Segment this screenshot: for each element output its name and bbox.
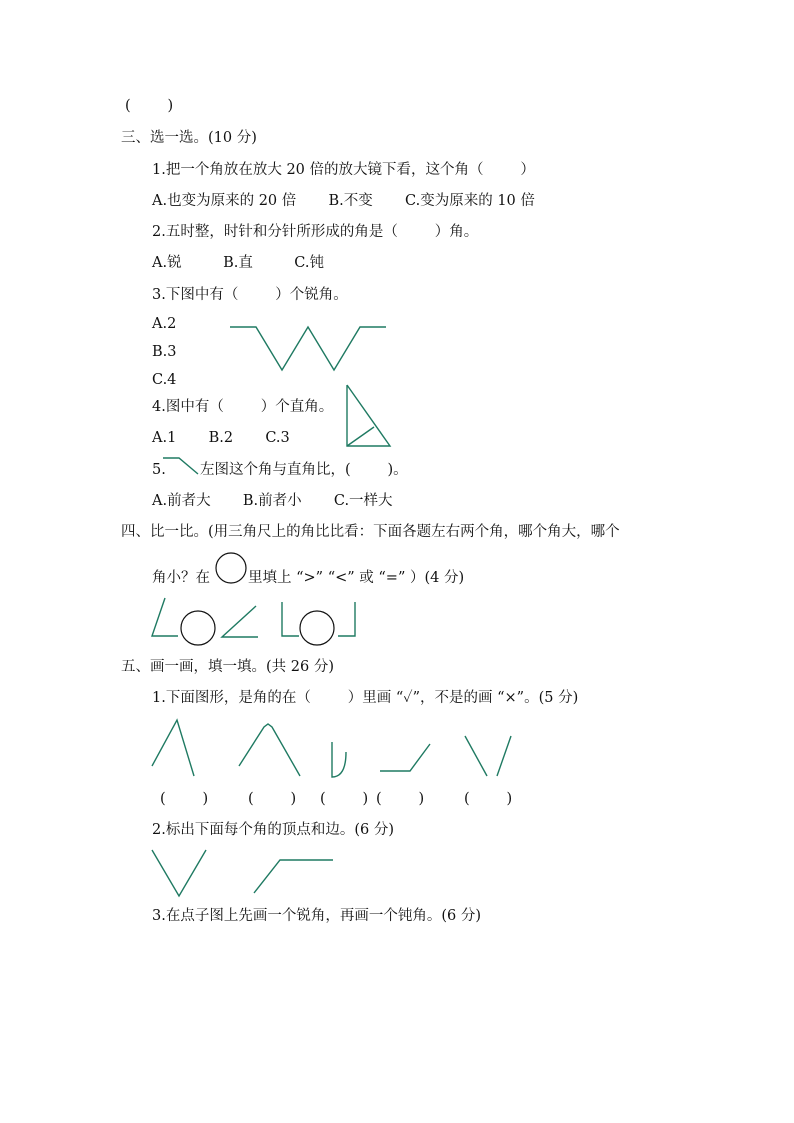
s3-q5-options: A.前者大 B.前者小 C.一样大 xyxy=(152,493,393,509)
s3-q1-options: A.也变为原来的 20 倍 B.不变 C.变为原来的 10 倍 xyxy=(152,193,535,209)
s5-q1-text: 1.下面图形，是角的在（ ）里画 “✓”，不是的画 “×”。(5 分) xyxy=(152,690,579,706)
acute-angle-right-1 xyxy=(222,606,258,637)
right-angle-left-2 xyxy=(282,602,299,636)
top-paren: ( ) xyxy=(125,98,174,114)
s3-q3-option-b: B.3 xyxy=(152,344,177,360)
angle-to-label-2 xyxy=(254,860,333,893)
s5-q1-paren-2: ( ) xyxy=(248,791,297,807)
section3-heading: 三、选一选。(10 分) xyxy=(121,130,257,146)
angle-shape-1 xyxy=(152,720,194,776)
s5-q3-text: 3.在点子图上先画一个锐角，再画一个钝角。(6 分) xyxy=(152,908,481,924)
s3-q2-text: 2.五时整，时针和分针所形成的角是（ ）角。 xyxy=(152,224,479,240)
s3-q3-option-a: A.2 xyxy=(152,316,177,332)
s3-q2-options: A.锐 B.直 C.钝 xyxy=(152,255,324,271)
curved-shape-3 xyxy=(332,742,346,777)
curved-angle-shape-2 xyxy=(239,724,300,776)
s3-q3-option-c: C.4 xyxy=(152,372,177,388)
acute-angle-left-1 xyxy=(152,598,178,636)
s3-q5-text: 左图这个角与直角比，( )。 xyxy=(200,462,408,478)
right-triangle-figure xyxy=(347,385,390,446)
section5-heading: 五、画一画，填一填。(共 26 分) xyxy=(121,659,334,675)
s4-line2-b: 里填上 “>” “<” 或 “=” ）(4 分) xyxy=(248,570,465,586)
s5-q1-paren-3: ( ) xyxy=(320,791,369,807)
open-lines-shape-5 xyxy=(465,736,511,776)
compare-circle-icon xyxy=(216,553,246,583)
s5-q2-text: 2.标出下面每个角的顶点和边。(6 分) xyxy=(152,822,394,838)
s3-q4-options: A.1 B.2 C.3 xyxy=(152,430,290,446)
obtuse-angle-small-figure xyxy=(163,458,198,474)
angle-to-label-1 xyxy=(152,850,206,896)
compare-circle-1 xyxy=(181,611,215,645)
section4-heading: 四、比一比。(用三角尺上的角比比看：下面各题左右两个角，哪个角大，哪个 xyxy=(121,524,620,540)
s4-line2-a: 角小？在 xyxy=(152,570,210,586)
s3-q1-text: 1.把一个角放在放大 20 倍的放大镜下看，这个角（ ） xyxy=(152,162,535,178)
zigzag-figure xyxy=(230,327,386,370)
right-angle-right-2 xyxy=(338,602,355,636)
s5-q1-paren-4: ( ) xyxy=(376,791,425,807)
s5-q1-paren-5: ( ) xyxy=(464,791,513,807)
s3-q3-text: 3.下图中有（ ）个锐角。 xyxy=(152,287,348,303)
s5-q1-paren-1: ( ) xyxy=(160,791,209,807)
s3-q5-num: 5. xyxy=(152,462,166,478)
angle-shape-4 xyxy=(380,744,430,771)
compare-circle-2 xyxy=(300,611,334,645)
s3-q4-text: 4.图中有（ ）个直角。 xyxy=(152,399,334,415)
